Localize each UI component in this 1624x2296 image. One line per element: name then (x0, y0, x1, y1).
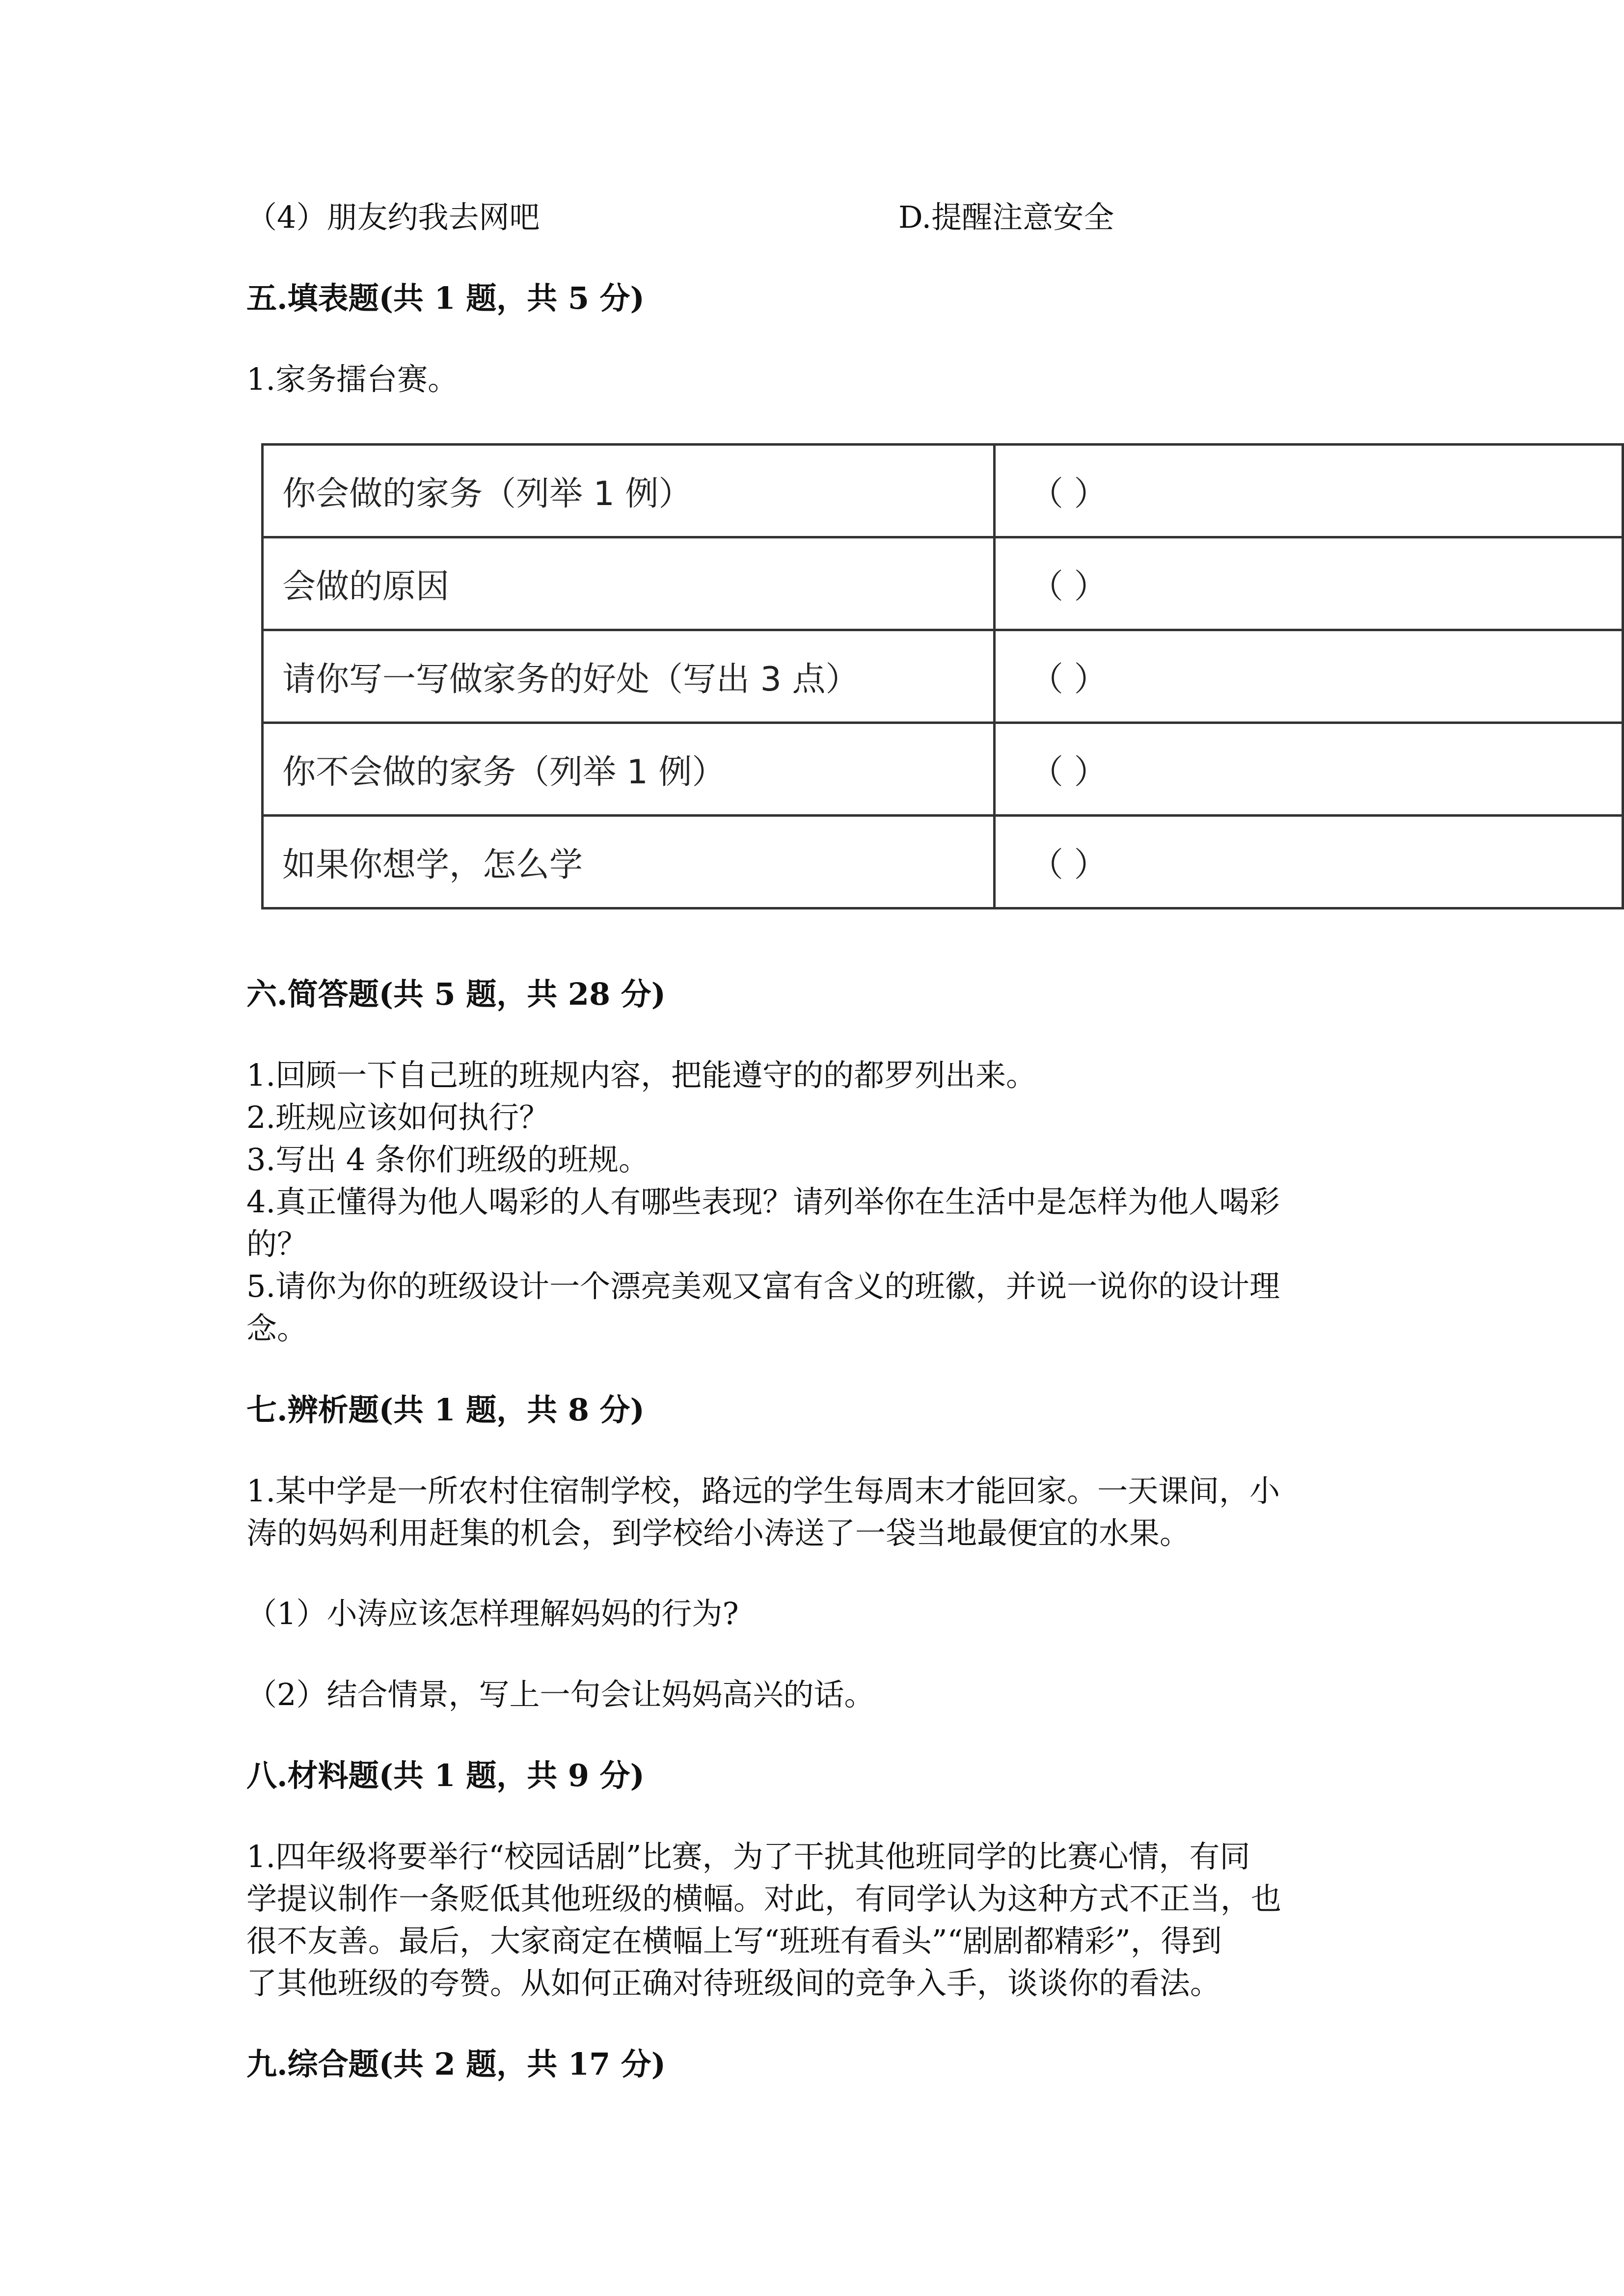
question-5-1: 1.家务擂台赛。 (246, 361, 459, 397)
table-row (263, 816, 1623, 908)
table-row (263, 723, 1623, 816)
question-7-sub-1: （1）小涛应该怎样理解妈妈的行为? (246, 1596, 739, 1631)
table-cell-blank[interactable]: （ ） (995, 445, 1623, 537)
table-cell-blank[interactable]: （ ） (995, 816, 1623, 908)
table-cell-blank[interactable]: （ ） (995, 630, 1623, 723)
question-6-line: 4.真正懂得为他人喝彩的人有哪些表现？请列举你在生活中是怎样为他人喝彩 (246, 1184, 1280, 1220)
table-cell-blank[interactable]: （ ） (995, 537, 1623, 630)
question-6-line: 的？ (246, 1226, 308, 1262)
section-heading-5: 五.填表题(共 1 题，共 5 分) (246, 280, 645, 316)
table-cell-prompt: 如果你想学，怎么学 (263, 816, 995, 908)
question-6-line: 5.请你为你的班级设计一个漂亮美观又富有含义的班徽，并说一说你的设计理 (246, 1268, 1280, 1304)
question-6-line: 念。 (246, 1310, 308, 1346)
matching-item-left: （4）朋友约我去网吧 (246, 199, 540, 235)
question-7-sub-2: （2）结合情景，写上一句会让妈妈高兴的话。 (246, 1677, 875, 1712)
question-7-line: 1.某中学是一所农村住宿制学校，路远的学生每周末才能回家。一天课间，小 (246, 1473, 1280, 1509)
matching-item-right: D.提醒注意安全 (898, 199, 1114, 235)
table-cell-blank[interactable]: （ ） (995, 723, 1623, 816)
question-7-line: 涛的妈妈利用赶集的机会，到学校给小涛送了一袋当地最便宜的水果。 (246, 1515, 1191, 1551)
table-row (263, 537, 1623, 630)
section-heading-9: 九.综合题(共 2 题，共 17 分) (246, 2046, 666, 2082)
section-heading-6: 六.简答题(共 5 题，共 28 分) (246, 976, 666, 1012)
section-heading-7: 七.辨析题(共 1 题，共 8 分) (246, 1392, 645, 1428)
table-row (263, 630, 1623, 723)
question-8-line: 很不友善。最后，大家商定在横幅上写“班班有看头”“剧剧都精彩”，得到 (246, 1923, 1222, 1959)
question-6-line: 2.班规应该如何执行？ (246, 1099, 550, 1135)
question-6-line: 1.回顾一下自己班的班规内容，把能遵守的的都罗列出来。 (246, 1057, 1037, 1093)
question-8-line: 了其他班级的夸赞。从如何正确对待班级间的竞争入手，谈谈你的看法。 (246, 1965, 1221, 2001)
section-heading-8: 八.材料题(共 1 题，共 9 分) (246, 1758, 645, 1793)
table-cell-prompt: 你会做的家务（列举 1 例） (263, 445, 995, 537)
table-cell-prompt: 会做的原因 (263, 537, 995, 630)
question-8-line: 学提议制作一条贬低其他班级的横幅。对此，有同学认为这种方式不正当，也 (246, 1881, 1282, 1917)
chores-table (261, 443, 1624, 909)
table-cell-prompt: 你不会做的家务（列举 1 例） (263, 723, 995, 816)
table-row (263, 445, 1623, 537)
question-6-line: 3.写出 4 条你们班级的班规。 (246, 1142, 650, 1177)
question-8-line: 1.四年级将要举行“校园话剧”比赛，为了干扰其他班同学的比赛心情，有同 (246, 1839, 1250, 1874)
table-cell-prompt: 请你写一写做家务的好处（写出 3 点） (263, 630, 995, 723)
